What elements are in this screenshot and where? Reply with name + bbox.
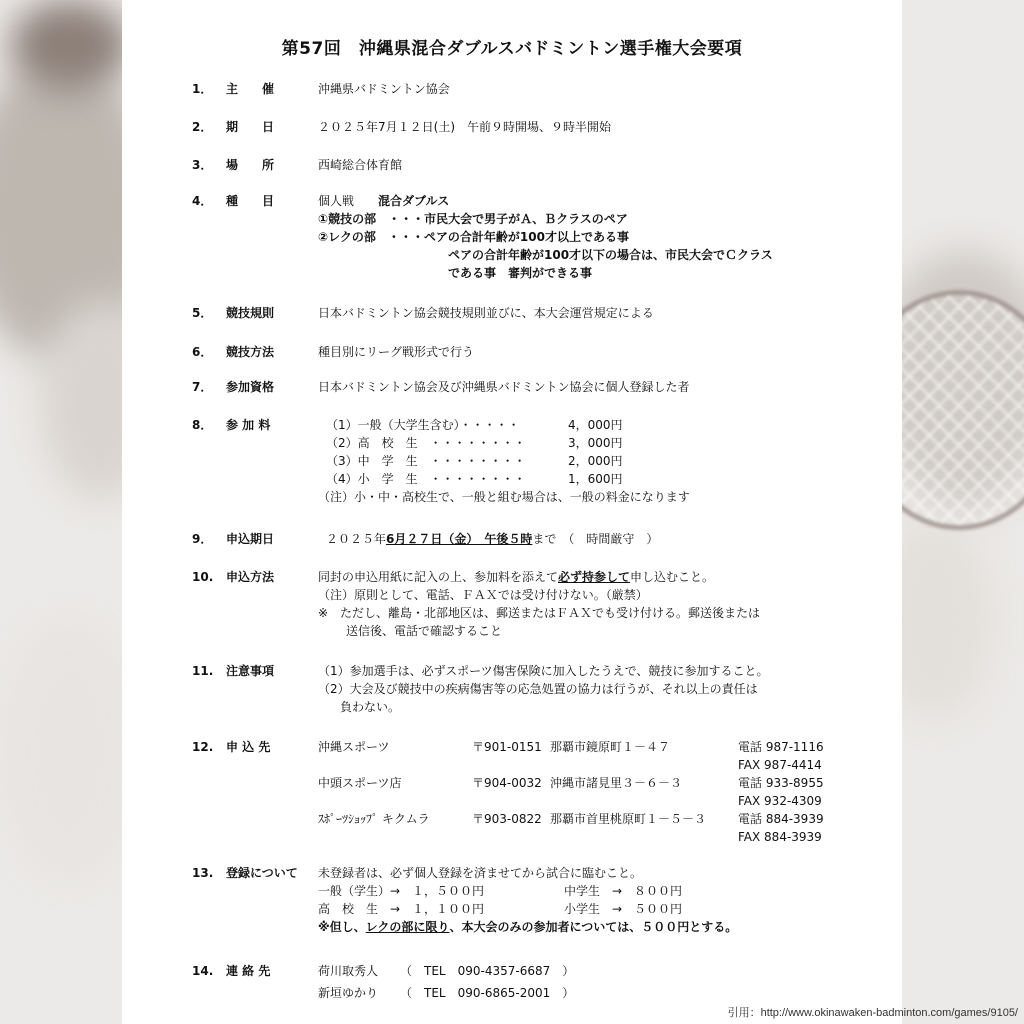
registration-note-text: ※但し、 xyxy=(318,920,366,934)
shop-address: 那覇市首里桃原町１－５－３ xyxy=(550,812,707,826)
shop-row xyxy=(318,828,882,846)
contact-row xyxy=(318,962,882,984)
section-label: 参加資格 xyxy=(226,380,275,394)
section-label: 参 加 料 xyxy=(226,418,271,432)
section-number: 2． xyxy=(192,120,213,134)
deadline-line xyxy=(318,530,882,548)
shop-row xyxy=(318,756,882,774)
section-label: 登録について xyxy=(226,866,298,880)
notes-line: （1）参加選手は、必ずスポーツ傷害保険に加入したうえで、競技に参加すること。 xyxy=(318,664,769,678)
background-blur xyxy=(0,620,140,880)
section-label: 連 絡 先 xyxy=(226,964,271,978)
event-name: 混合ダブルス xyxy=(378,194,450,208)
event-line xyxy=(318,192,882,210)
section-label: 注意事項 xyxy=(226,664,275,678)
shop-row xyxy=(318,738,882,756)
shop-row xyxy=(318,810,882,828)
fee-row xyxy=(318,470,882,488)
notes-line: （2）大会及び競技中の疾病傷害等の応急処置の協力は行うが、それ以上の責任は xyxy=(318,682,758,696)
section-label: 申込方法 xyxy=(226,570,275,584)
registration-fee-row xyxy=(318,882,882,900)
method-line xyxy=(318,568,882,586)
section-label: 種 目 xyxy=(226,194,275,208)
section-label: 競技規則 xyxy=(226,306,275,320)
fee-category: （2）高 校 生 ・・・・・・・・ xyxy=(326,436,526,450)
registration-fee: 高 校 生 → １，１００円 xyxy=(318,902,485,916)
section-text: 日本バドミントン協会及び沖縄県バドミントン協会に個人登録した者 xyxy=(318,380,690,394)
section-number: 1． xyxy=(192,82,213,96)
shop-fax: FAX 987-4414 xyxy=(738,758,822,772)
method-emphasis: 必ず持参して xyxy=(558,570,631,584)
fee-category: （3）中 学 生 ・・・・・・・・ xyxy=(326,454,526,468)
fee-row xyxy=(318,416,882,434)
fee-category: （4）小 学 生 ・・・・・・・・ xyxy=(326,472,526,486)
fee-amount: 2，000円 xyxy=(568,454,623,468)
deadline-date: 6月２７日（金） 午後５時 xyxy=(386,532,533,546)
fee-amount: 1，600円 xyxy=(568,472,623,486)
contact-name: 荷川取秀人 xyxy=(318,964,379,978)
shop-phone: 電話 933-8955 xyxy=(738,776,824,790)
section-number: 7． xyxy=(192,380,213,394)
fee-amount: 4，000円 xyxy=(568,418,623,432)
section-text: 日本バドミントン協会競技規則並びに、本大会運営規定による xyxy=(318,306,654,320)
section-text: 種目別にリーグ戦形式で行う xyxy=(318,345,475,359)
shop-phone: 電話 987-1116 xyxy=(738,740,824,754)
contact-name: 新垣ゆかり xyxy=(318,986,379,1000)
section-label: 申込期日 xyxy=(226,532,275,546)
section-label: 申 込 先 xyxy=(226,740,271,754)
document-title: 第57回 沖縄県混合ダブルスバドミントン選手権大会要項 xyxy=(281,39,743,59)
section-number: 11. xyxy=(192,664,214,678)
registration-fee: 中学生 → ８００円 xyxy=(564,884,683,898)
section-number: 12. xyxy=(192,740,214,754)
deadline-note: まで （ 時間厳守 ） xyxy=(532,532,659,546)
deadline-year: ２０２５年 xyxy=(326,532,387,546)
shop-name: 中頭スポーツ店 xyxy=(318,776,402,790)
method-text: 申し込むこと。 xyxy=(630,570,715,584)
event-line: ①競技の部 ・・・市民大会で男子がＡ、Ｂクラスのペア xyxy=(318,212,628,226)
section-label: 期 日 xyxy=(226,120,275,134)
section-number: 4． xyxy=(192,194,213,208)
event-line: ペアの合計年齢が100才以下の場合は、市民大会でＣクラス xyxy=(448,248,773,262)
shop-zip: 〒901-0151 xyxy=(472,740,542,754)
section-number: 5． xyxy=(192,306,213,320)
shop-row xyxy=(318,774,882,792)
section-label: 場 所 xyxy=(226,158,275,172)
shop-name: ｽﾎﾟｰﾂｼｮｯﾌﾟ キクムラ xyxy=(318,812,430,826)
fee-row xyxy=(318,434,882,452)
shop-address: 沖縄市諸見里３－６－３ xyxy=(550,776,683,790)
registration-note xyxy=(318,918,882,936)
section-number: 10. xyxy=(192,570,214,584)
shop-address: 那覇市鏡原町１－４７ xyxy=(550,740,671,754)
section-number: 8． xyxy=(192,418,213,432)
fee-category: （1）一般（大学生含む）・・・・・ xyxy=(326,418,520,432)
source-citation: 引用：http://www.okinawaken-badminton.com/games/9105/ xyxy=(727,1007,1018,1019)
document-page xyxy=(122,0,902,1024)
section-number: 3． xyxy=(192,158,213,172)
section-text: 西崎総合体育館 xyxy=(318,158,403,172)
shop-row xyxy=(318,792,882,810)
shop-phone: 電話 884-3939 xyxy=(738,812,824,826)
shop-fax: FAX 884-3939 xyxy=(738,830,822,844)
contact-phone: （ TEL 090-6865-2001 ） xyxy=(400,986,575,1000)
notes-line: 負わない。 xyxy=(340,700,401,714)
method-line: ※ ただし、離島・北部地区は、郵送またはＦＡＸでも受け付ける。郵送後または xyxy=(318,606,761,620)
shop-fax: FAX 932-4309 xyxy=(738,794,822,808)
shop-name: 沖縄スポーツ xyxy=(318,740,390,754)
method-line: 送信後、電話で確認すること xyxy=(346,624,503,638)
section-number: 9． xyxy=(192,532,213,546)
event-line: である事 審判ができる事 xyxy=(448,266,593,280)
background-blur xyxy=(10,0,130,90)
shop-zip: 〒903-0822 xyxy=(472,812,542,826)
section-text: 沖縄県バドミントン協会 xyxy=(318,82,450,96)
method-text: 同封の申込用紙に記入の上、参加料を添えて xyxy=(318,570,559,584)
registration-note-emphasis: レクの部に限り xyxy=(365,920,450,934)
event-line: ②レクの部 ・・・ペアの合計年齢が100才以上である事 xyxy=(318,230,629,244)
fee-note: （注）小・中・高校生で、一般と組む場合は、一般の料金になります xyxy=(318,490,690,504)
contact-phone: （ TEL 090-4357-6687 ） xyxy=(400,964,575,978)
section-label: 競技方法 xyxy=(226,345,275,359)
shop-zip: 〒904-0032 xyxy=(472,776,542,790)
registration-fee: 一般（学生）→ １，５００円 xyxy=(318,884,485,898)
registration-fee-row xyxy=(318,900,882,918)
section-text: ２０２５年7月１２日(土) 午前９時開場、９時半開始 xyxy=(318,120,612,134)
registration-fee: 小学生 → ５００円 xyxy=(564,902,683,916)
fee-amount: 3，000円 xyxy=(568,436,623,450)
section-number: 14. xyxy=(192,964,214,978)
registration-note-text: 、本大会のみの参加者については、５００円とする。 xyxy=(449,920,738,934)
contact-row xyxy=(318,984,882,1006)
fee-row xyxy=(318,452,882,470)
section-label: 主 催 xyxy=(226,82,275,96)
registration-line: 未登録者は、必ず個人登録を済ませてから試合に臨むこと。 xyxy=(318,866,643,880)
method-line: （注）原則として、電話、ＦＡＸでは受け付けない。（厳禁） xyxy=(318,588,648,602)
section-number: 13. xyxy=(192,866,214,880)
event-type: 個人戦 xyxy=(318,194,355,208)
section-number: 6． xyxy=(192,345,213,359)
